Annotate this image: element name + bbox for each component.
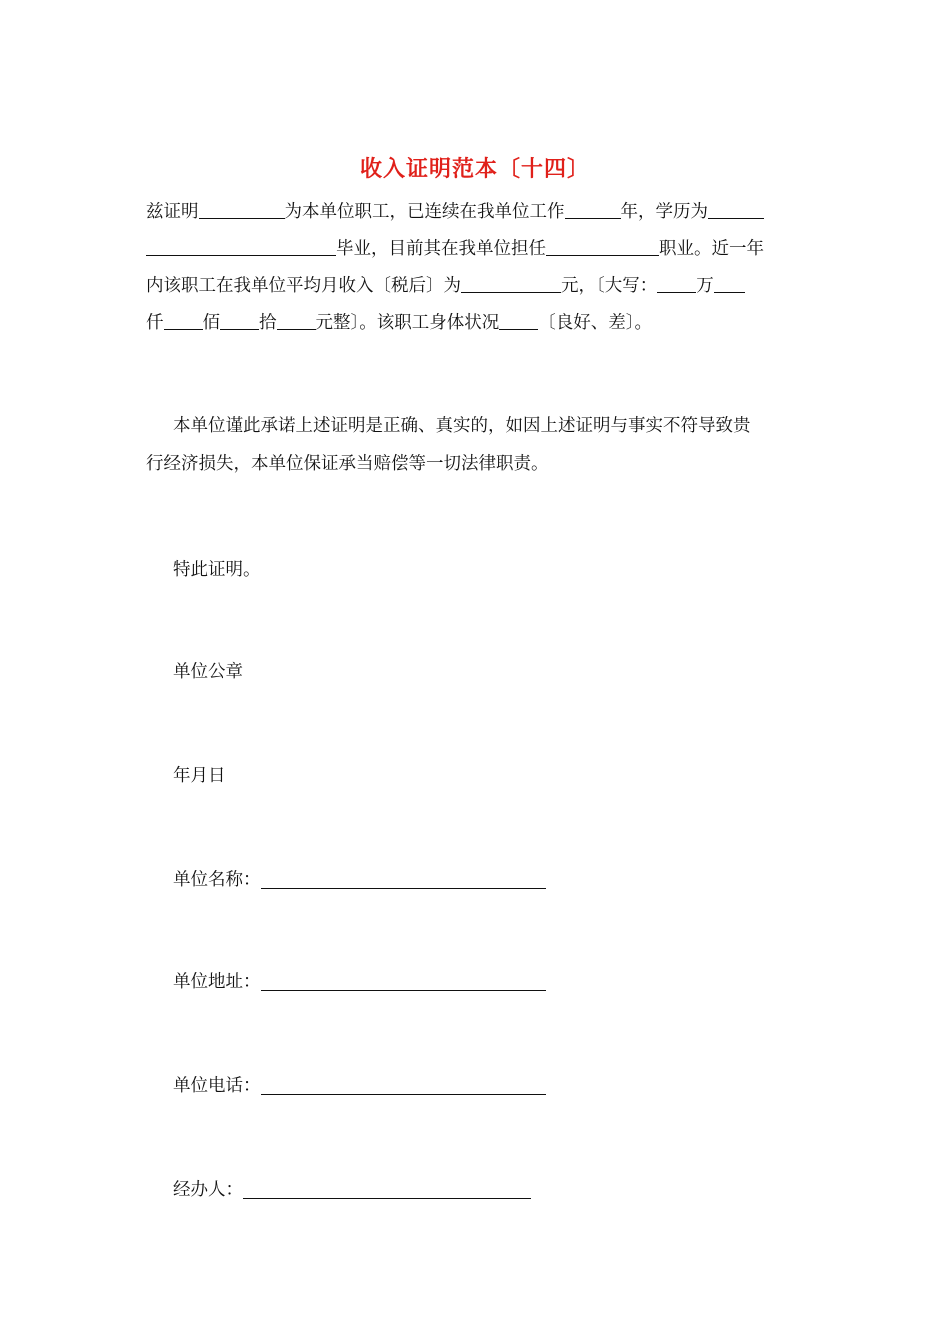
blank-education[interactable] <box>708 200 764 219</box>
text-segment: 拾 <box>259 313 277 333</box>
unit-phone-row <box>173 1072 546 1097</box>
unit-phone-label: 单位电话： <box>173 1076 261 1096</box>
blank-years[interactable] <box>565 200 621 219</box>
para1-line-1 <box>146 198 806 235</box>
text-segment: 万 <box>696 276 714 296</box>
blank-bai[interactable] <box>164 311 203 330</box>
blank-qian[interactable] <box>714 274 745 293</box>
unit-address-label: 单位地址： <box>173 972 261 992</box>
document-title: 收入证明范本〔十四〕 <box>359 156 590 182</box>
para1-line-3 <box>146 272 806 309</box>
text-segment: 毕业，目前其在我单位担任 <box>336 239 546 259</box>
text-segment: 内该职工在我单位平均月收入〔税后〕为 <box>146 276 461 296</box>
certification-paragraph <box>146 198 806 346</box>
seal-label: 单位公章 <box>173 662 243 682</box>
para1-line-4 <box>146 309 806 346</box>
text-segment: 〔良好、差〕。 <box>538 313 652 333</box>
blank-school[interactable] <box>146 237 336 256</box>
date-label: 年月日 <box>173 766 226 786</box>
commitment-paragraph <box>146 412 806 488</box>
unit-phone-blank[interactable] <box>261 1074 546 1095</box>
blank-employee-name[interactable] <box>199 200 285 219</box>
text-segment: 行经济损失，本单位保证承当赔偿等一切法律职责。 <box>146 454 549 474</box>
text-segment: 职业。近一年 <box>659 239 764 259</box>
text-segment: 兹证明 <box>146 202 199 222</box>
blank-monthly-income[interactable] <box>461 274 561 293</box>
unit-name-row <box>173 866 546 891</box>
text-segment: 佰 <box>202 313 220 333</box>
text-segment: 本单位谨此承诺上述证明是正确、真实的，如因上述证明与事实不符导致贵 <box>173 416 751 436</box>
unit-address-row <box>173 968 546 993</box>
para2-line-2 <box>146 450 806 488</box>
handler-blank[interactable] <box>243 1178 531 1199</box>
text-segment: 仟 <box>146 313 164 333</box>
unit-name-label: 单位名称： <box>173 870 261 890</box>
text-segment: 元，〔大写： <box>561 276 658 296</box>
para2-line-1 <box>146 412 806 450</box>
handler-label: 经办人： <box>173 1180 243 1200</box>
blank-shi[interactable] <box>220 311 259 330</box>
para1-line-2 <box>146 235 806 272</box>
unit-name-blank[interactable] <box>261 868 546 889</box>
text-segment: 为本单位职工，已连续在我单位工作 <box>284 202 565 222</box>
handler-row <box>173 1176 531 1201</box>
blank-wan[interactable] <box>657 274 696 293</box>
text-segment: 元整〕。该职工身体状况 <box>315 313 500 333</box>
closing-statement: 特此证明。 <box>173 560 261 580</box>
text-segment: 年，学历为 <box>620 202 708 222</box>
unit-address-blank[interactable] <box>261 970 546 991</box>
blank-health[interactable] <box>499 311 538 330</box>
blank-position[interactable] <box>546 237 659 256</box>
blank-yuan[interactable] <box>277 311 316 330</box>
